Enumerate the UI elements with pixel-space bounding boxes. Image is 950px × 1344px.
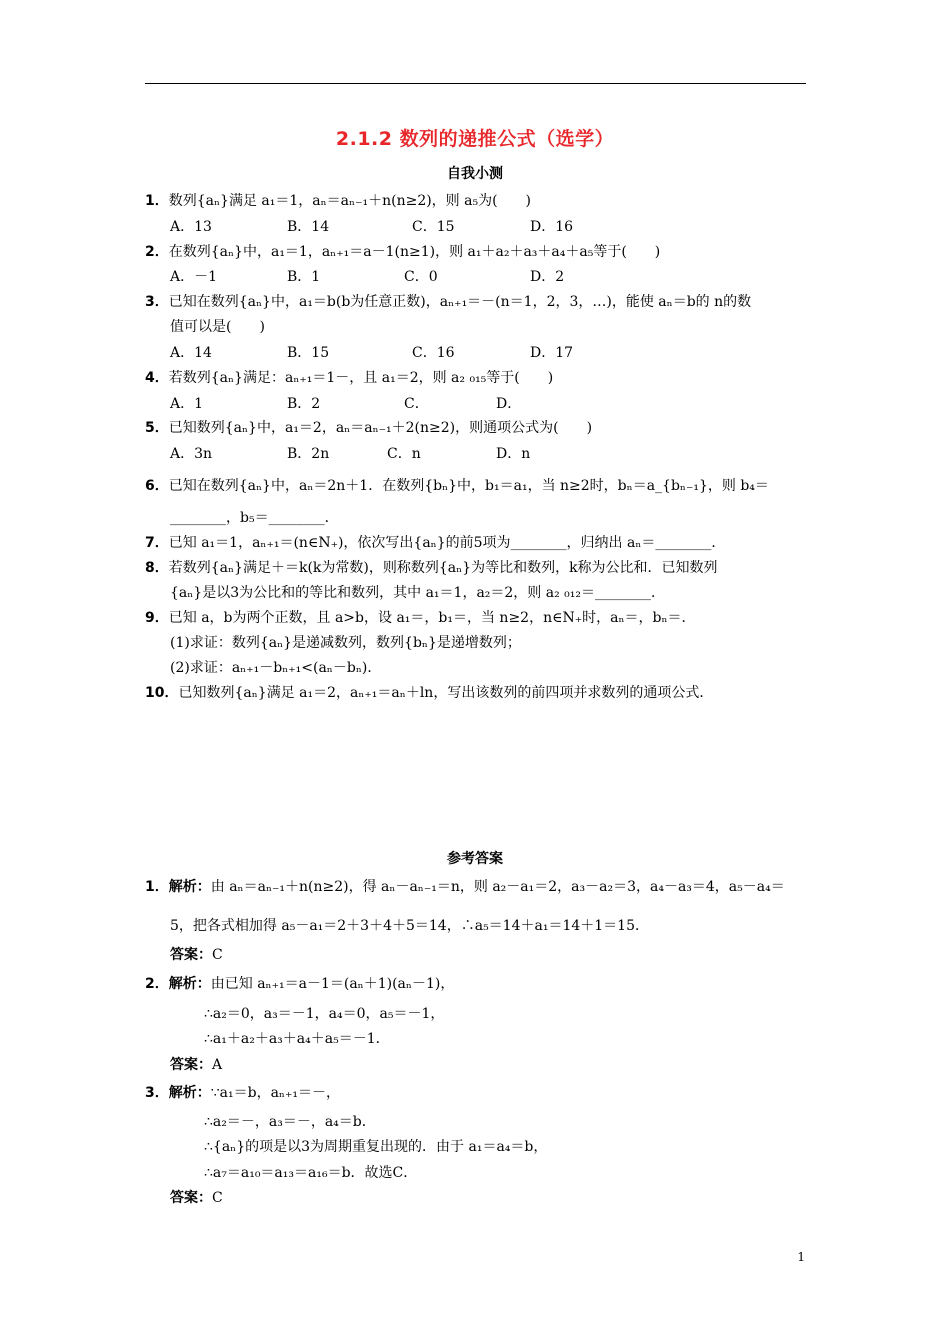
question-8-continued: {aₙ}是以3为公比和的等比和数列，其中 a₁＝1，a₂＝2，则 a₂ ₀₁₂＝________． xyxy=(170,585,666,601)
question-4: 4．若数列{aₙ}满足：aₙ₊₁＝1－，且 a₁＝2，则 a₂ ₀₁₅等于( ) xyxy=(145,370,554,386)
question-9-part-1: (1)求证：数列{aₙ}是递减数列，数列{bₙ}是递增数列； xyxy=(170,635,521,651)
question-9-part-2: (2)求证：aₙ₊₁－bₙ₊₁<(aₙ－bₙ)． xyxy=(170,660,382,676)
section-heading-self-test: 自我小测 xyxy=(447,166,503,182)
question-10: 10．已知数列{aₙ}满足 a₁＝2，aₙ₊₁＝aₙ＋ln，写出该数列的前四项并求数列的通项公式． xyxy=(145,685,714,701)
q2-option-c: C．0 xyxy=(404,269,438,285)
question-8: 8．若数列{aₙ}满足＋＝k(k为常数)，则称数列{aₙ}为等比和数列，k称为公比和．已知数列 xyxy=(145,560,718,576)
answer-1-result: 答案：C xyxy=(170,947,223,963)
page-title: 2.1.2 数列的递推公式（选学） xyxy=(335,128,615,150)
q4-option-a: A．1 xyxy=(170,396,204,412)
q3-option-d: D．17 xyxy=(530,345,574,361)
question-1: 1．数列{aₙ}满足 a₁＝1，aₙ＝aₙ₋₁＋n(n≥2)，则 a₅为( ) xyxy=(145,193,532,209)
q1-option-d: D．16 xyxy=(530,219,574,235)
q4-option-c: C． xyxy=(404,396,429,412)
answer-1-analysis-continued: 5，把各式相加得 a₅－a₁＝2＋3＋4＋5＝14，∴a₅＝14＋a₁＝14＋1＝15． xyxy=(170,918,649,934)
answer-3-step-1: ∴a₂＝－，a₃＝－，a₄＝b． xyxy=(204,1114,376,1130)
page-number: 1 xyxy=(797,1250,805,1264)
answer-2-result: 答案：A xyxy=(170,1057,223,1073)
question-6-continued: ________，b₅＝________． xyxy=(170,510,339,526)
answer-1-analysis: 1．解析：由 aₙ＝aₙ₋₁＋n(n≥2)，得 aₙ－aₙ₋₁＝n，则 a₂－a₁＝2，a₃－a₂＝3，a₄－a₃＝4，a₅－a₄＝ xyxy=(145,879,785,895)
answer-2-step-1: ∴a₂＝0，a₃＝－1，a₄＝0，a₅＝－1， xyxy=(204,1006,445,1022)
section-heading-answers: 参考答案 xyxy=(447,851,503,867)
header-rule xyxy=(145,83,806,84)
q1-option-b: B．14 xyxy=(287,219,330,235)
answer-3-step-3: ∴a₇＝a₁₀＝a₁₃＝a₁₆＝b．故选C． xyxy=(204,1165,418,1181)
q3-option-a: A．14 xyxy=(170,345,212,361)
question-9: 9．已知 a，b为两个正数，且 a>b，设 a₁＝，b₁＝，当 n≥2，n∈N₊时，aₙ＝，bₙ＝． xyxy=(145,610,696,626)
q3-option-b: B．15 xyxy=(287,345,330,361)
q5-option-d: D．n xyxy=(496,446,531,462)
answer-3-analysis: 3．解析：∵a₁＝b，aₙ₊₁＝－， xyxy=(145,1085,340,1101)
q2-option-b: B．1 xyxy=(287,269,321,285)
question-5: 5．已知数列{aₙ}中，a₁＝2，aₙ＝aₙ₋₁＋2(n≥2)，则通项公式为( ) xyxy=(145,420,593,436)
question-7: 7．已知 a₁＝1，aₙ₊₁＝(n∈N₊)，依次写出{aₙ}的前5项为________，归纳出 aₙ＝________． xyxy=(145,535,726,551)
q3-option-c: C．16 xyxy=(412,345,455,361)
question-3: 3．已知在数列{aₙ}中，a₁＝b(b为任意正数)，aₙ₊₁＝－(n＝1，2，3，…)，能使 aₙ＝b的 n的数 xyxy=(145,294,752,310)
q5-option-a: A．3n xyxy=(170,446,213,462)
question-3-continued: 值可以是( ) xyxy=(170,319,265,335)
q4-option-b: B．2 xyxy=(287,396,321,412)
q4-option-d: D． xyxy=(496,396,522,412)
q1-option-a: A．13 xyxy=(170,219,212,235)
q2-option-a: A．－1 xyxy=(170,269,218,285)
q1-option-c: C．15 xyxy=(412,219,455,235)
question-6: 6．已知在数列{aₙ}中，aₙ＝2n＋1．在数列{bₙ}中，b₁＝a₁，当 n≥2时，bₙ＝a_{bₙ₋₁}，则 b₄＝ xyxy=(145,478,769,494)
answer-3-step-2: ∴{aₙ}的项是以3为周期重复出现的．由于 a₁＝a₄＝b， xyxy=(204,1139,548,1155)
question-2: 2．在数列{aₙ}中，a₁＝1，aₙ₊₁＝a－1(n≥1)，则 a₁＋a₂＋a₃＋a₄＋a₅等于( ) xyxy=(145,244,661,260)
answer-2-step-2: ∴a₁＋a₂＋a₃＋a₄＋a₅＝－1． xyxy=(204,1031,390,1047)
answer-3-result: 答案：C xyxy=(170,1190,223,1206)
answer-2-analysis: 2．解析：由已知 aₙ₊₁＝a－1＝(aₙ＋1)(aₙ－1)， xyxy=(145,976,455,992)
q5-option-b: B．2n xyxy=(287,446,330,462)
q5-option-c: C．n xyxy=(387,446,421,462)
q2-option-d: D．2 xyxy=(530,269,565,285)
